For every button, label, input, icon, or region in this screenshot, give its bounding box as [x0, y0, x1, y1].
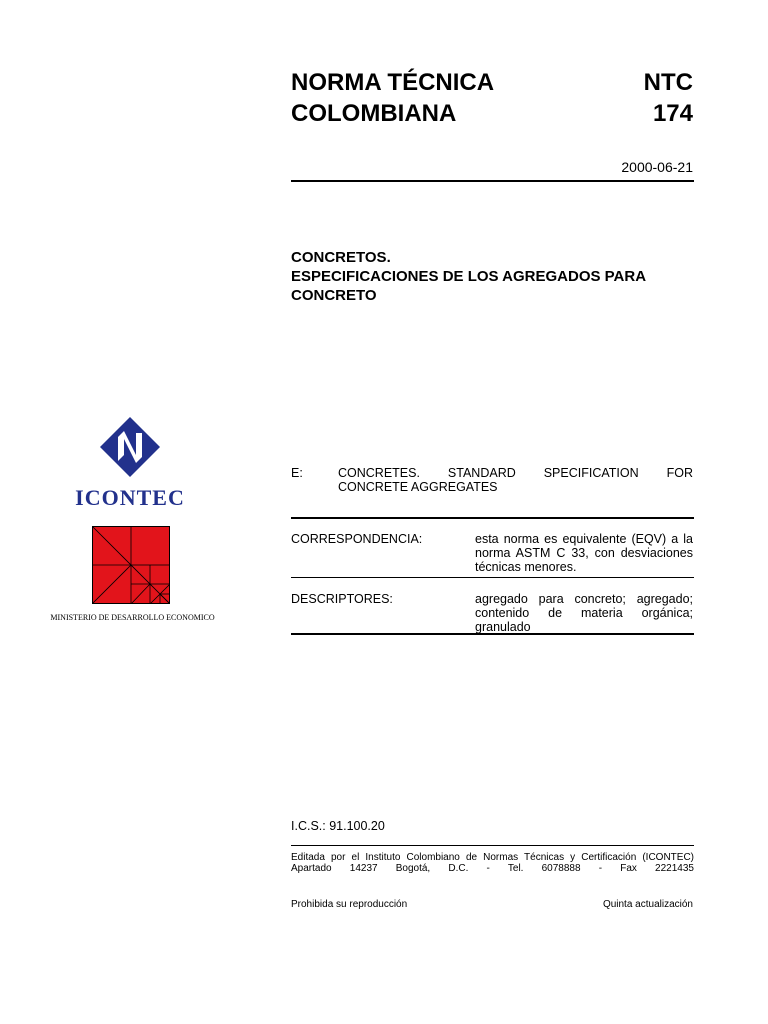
ministerio-caption: MINISTERIO DE DESARROLLO ECONOMICO [50, 613, 215, 622]
ics-divider [291, 845, 694, 846]
ntc-code-line1: NTC [643, 69, 693, 96]
ministerio-logo [92, 526, 170, 604]
norma-title-line1: NORMA TÉCNICA [291, 69, 495, 96]
section-divider-2 [291, 577, 694, 578]
descriptores-text: agregado para concreto; agregado; contenido de materia orgánica; granulado [475, 592, 693, 634]
icontec-wordmark: ICONTEC [75, 485, 185, 510]
footer-edition: Quinta actualización [602, 899, 693, 910]
norma-title [291, 67, 551, 129]
ntc-code [560, 67, 693, 129]
correspondencia-label: CORRESPONDENCIA: [291, 532, 423, 546]
english-title: CONCRETES. STANDARD SPECIFICATION FOR CONCRETE AGGREGATES [338, 466, 693, 494]
correspondencia-text: esta norma es equivalente (EQV) a la norma ASTM C 33, con desviaciones técnicas menores. [475, 532, 693, 574]
footer-reproduction: Prohibida su reproducción [291, 899, 408, 910]
ministerio-squares-icon [92, 526, 170, 604]
ics-code: I.C.S.: 91.100.20 [291, 819, 385, 833]
ntc-code-line2: 174 [652, 100, 693, 127]
editor-line2: Apartado 14237 Bogotá, D.C. - Tel. 6078888 - Fax 2221435 [291, 863, 694, 874]
document-title-line1: CONCRETOS. [291, 249, 391, 266]
section-divider-1 [291, 517, 694, 519]
document-title-line3: CONCRETO [291, 287, 377, 304]
norma-title-line2: COLOMBIANA [291, 100, 457, 127]
section-divider-3 [291, 633, 694, 635]
english-label: E: [291, 466, 303, 480]
editor-block [291, 852, 694, 874]
icontec-n-icon [74, 415, 186, 485]
document-title-line2: ESPECIFICACIONES DE LOS AGREGADOS PARA [291, 268, 647, 285]
document-title [291, 248, 694, 305]
descriptores-label: DESCRIPTORES: [291, 592, 393, 606]
header-divider [291, 180, 694, 182]
publication-date: 2000-06-21 [621, 159, 693, 175]
editor-line1: Editada por el Instituto Colombiano de Normas Técnicas y Certificación (ICONTEC) [291, 852, 694, 863]
icontec-logo [74, 415, 186, 510]
